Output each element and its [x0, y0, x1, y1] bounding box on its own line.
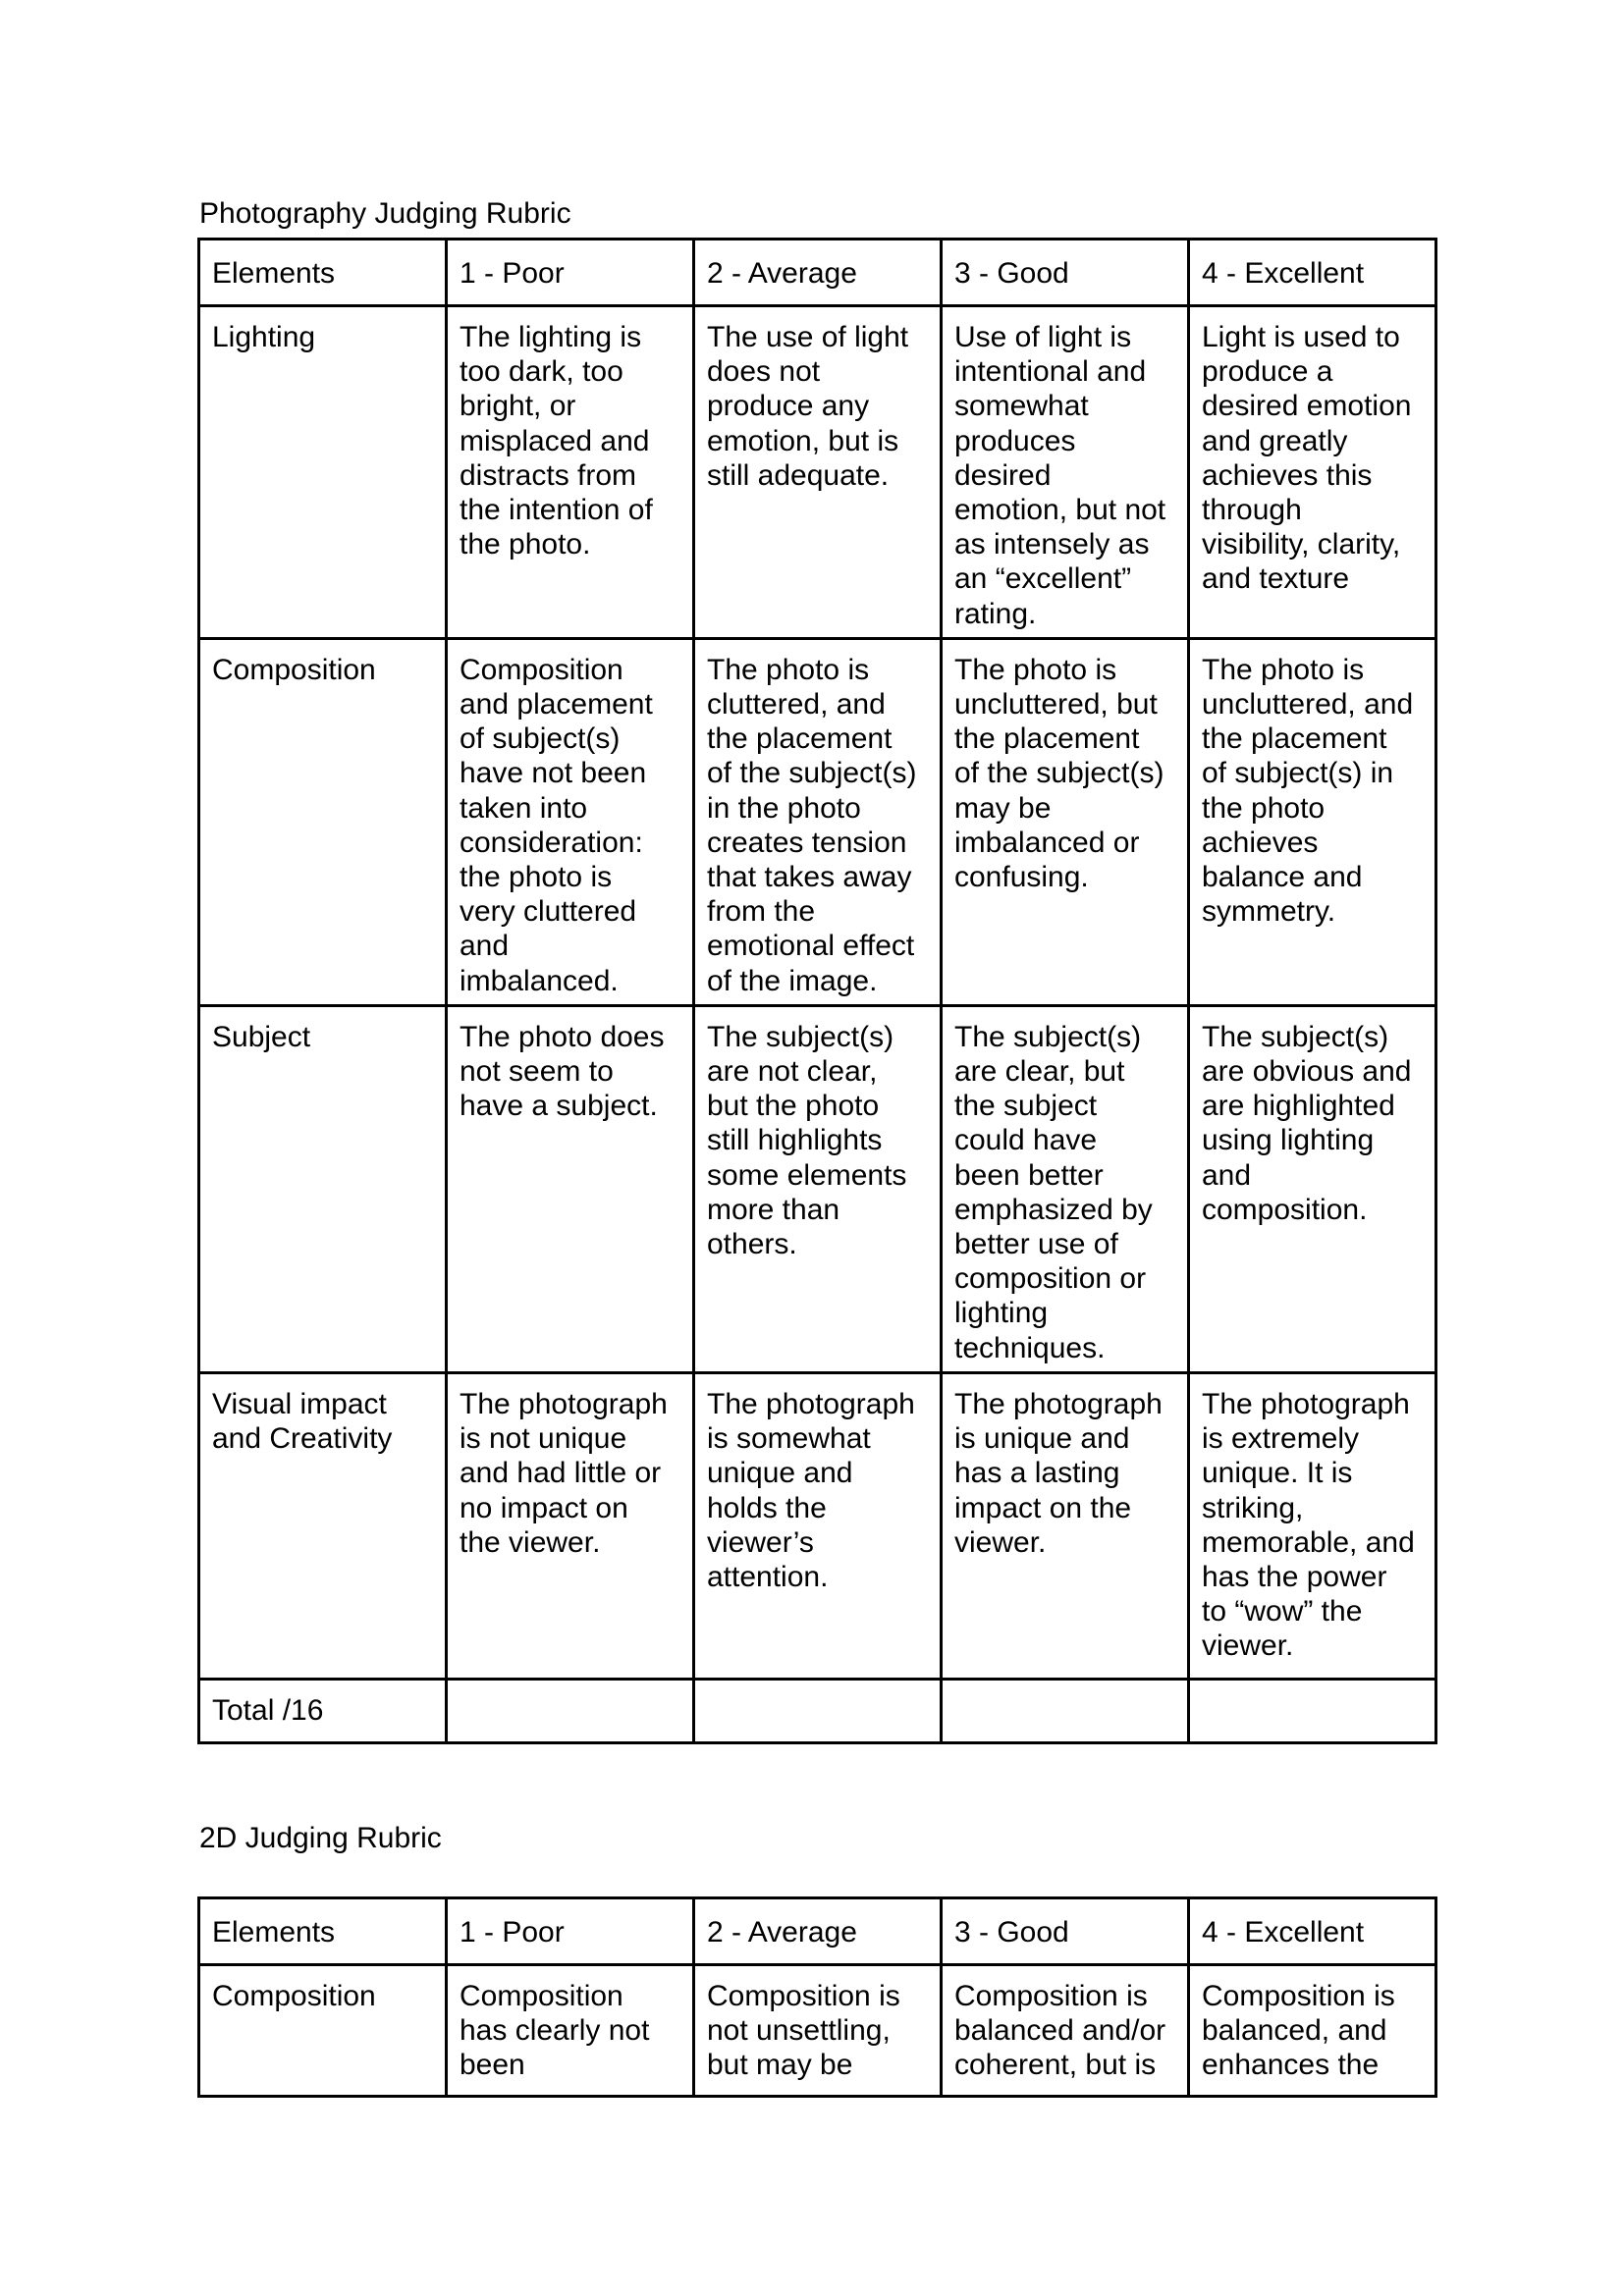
poor-cell: Composition has clearly not been — [447, 1965, 694, 2097]
poor-cell: Composition and placement of subject(s) have not been taken into consideration: the photo is very cluttered and imbalanced. — [447, 638, 694, 1005]
good-cell: Use of light is intentional and somewhat produces desired emotion, but not as intensely as an “excellent” rating. — [942, 306, 1189, 639]
header-row — [199, 1898, 1436, 1965]
header-row — [199, 240, 1436, 306]
excellent-cell: Light is used to produce a desired emotion and greatly achieves this through visibility, clarity, and texture — [1189, 306, 1436, 639]
total-row — [199, 1679, 1436, 1742]
table-row — [199, 638, 1436, 1005]
photography-rubric-title: Photography Judging Rubric — [199, 197, 571, 230]
table-row — [199, 306, 1436, 639]
good-cell: Composition is balanced and/or coherent, but is — [942, 1965, 1189, 2097]
header-average: 2 - Average — [694, 240, 942, 306]
header-excellent: 4 - Excellent — [1189, 1898, 1436, 1965]
element-cell: Composition — [199, 638, 447, 1005]
poor-cell: The photo does not seem to have a subject. — [447, 1005, 694, 1372]
total-poor-cell — [447, 1679, 694, 1742]
two-d-rubric-table — [197, 1896, 1437, 2098]
good-cell: The photo is uncluttered, but the placement of the subject(s) may be imbalanced or confusing. — [942, 638, 1189, 1005]
photography-rubric-table — [197, 238, 1437, 1744]
total-average-cell — [694, 1679, 942, 1742]
good-cell: The subject(s) are clear, but the subject could have been better emphasized by better use of composition or lighting techniques. — [942, 1005, 1189, 1372]
header-poor: 1 - Poor — [447, 240, 694, 306]
header-average: 2 - Average — [694, 1898, 942, 1965]
header-poor: 1 - Poor — [447, 1898, 694, 1965]
total-label: Total /16 — [199, 1679, 447, 1742]
table-row — [199, 1005, 1436, 1372]
element-cell: Lighting — [199, 306, 447, 639]
total-good-cell — [942, 1679, 1189, 1742]
average-cell: The subject(s) are not clear, but the photo still highlights some elements more than others. — [694, 1005, 942, 1372]
table-row — [199, 1965, 1436, 2097]
header-elements: Elements — [199, 240, 447, 306]
header-good: 3 - Good — [942, 240, 1189, 306]
element-cell: Subject — [199, 1005, 447, 1372]
average-cell: The photo is cluttered, and the placement of the subject(s) in the photo creates tension that takes away from the emotional effect of the image. — [694, 638, 942, 1005]
header-good: 3 - Good — [942, 1898, 1189, 1965]
average-cell: The photograph is somewhat unique and holds the viewer’s attention. — [694, 1372, 942, 1679]
average-cell: The use of light does not produce any emotion, but is still adequate. — [694, 306, 942, 639]
excellent-cell: The photograph is extremely unique. It is striking, memorable, and has the power to “wow” the viewer. — [1189, 1372, 1436, 1679]
poor-cell: The lighting is too dark, too bright, or misplaced and distracts from the intention of the photo. — [447, 306, 694, 639]
total-excellent-cell — [1189, 1679, 1436, 1742]
excellent-cell: Composition is balanced, and enhances the — [1189, 1965, 1436, 2097]
excellent-cell: The subject(s) are obvious and are highlighted using lighting and composition. — [1189, 1005, 1436, 1372]
average-cell: Composition is not unsettling, but may be — [694, 1965, 942, 2097]
excellent-cell: The photo is uncluttered, and the placement of subject(s) in the photo achieves balance and symmetry. — [1189, 638, 1436, 1005]
element-cell: Visual impact and Creativity — [199, 1372, 447, 1679]
poor-cell: The photograph is not unique and had little or no impact on the viewer. — [447, 1372, 694, 1679]
header-excellent: 4 - Excellent — [1189, 240, 1436, 306]
header-elements: Elements — [199, 1898, 447, 1965]
good-cell: The photograph is unique and has a lasting impact on the viewer. — [942, 1372, 1189, 1679]
two-d-rubric-title: 2D Judging Rubric — [199, 1822, 442, 1854]
element-cell: Composition — [199, 1965, 447, 2097]
table-row — [199, 1372, 1436, 1679]
